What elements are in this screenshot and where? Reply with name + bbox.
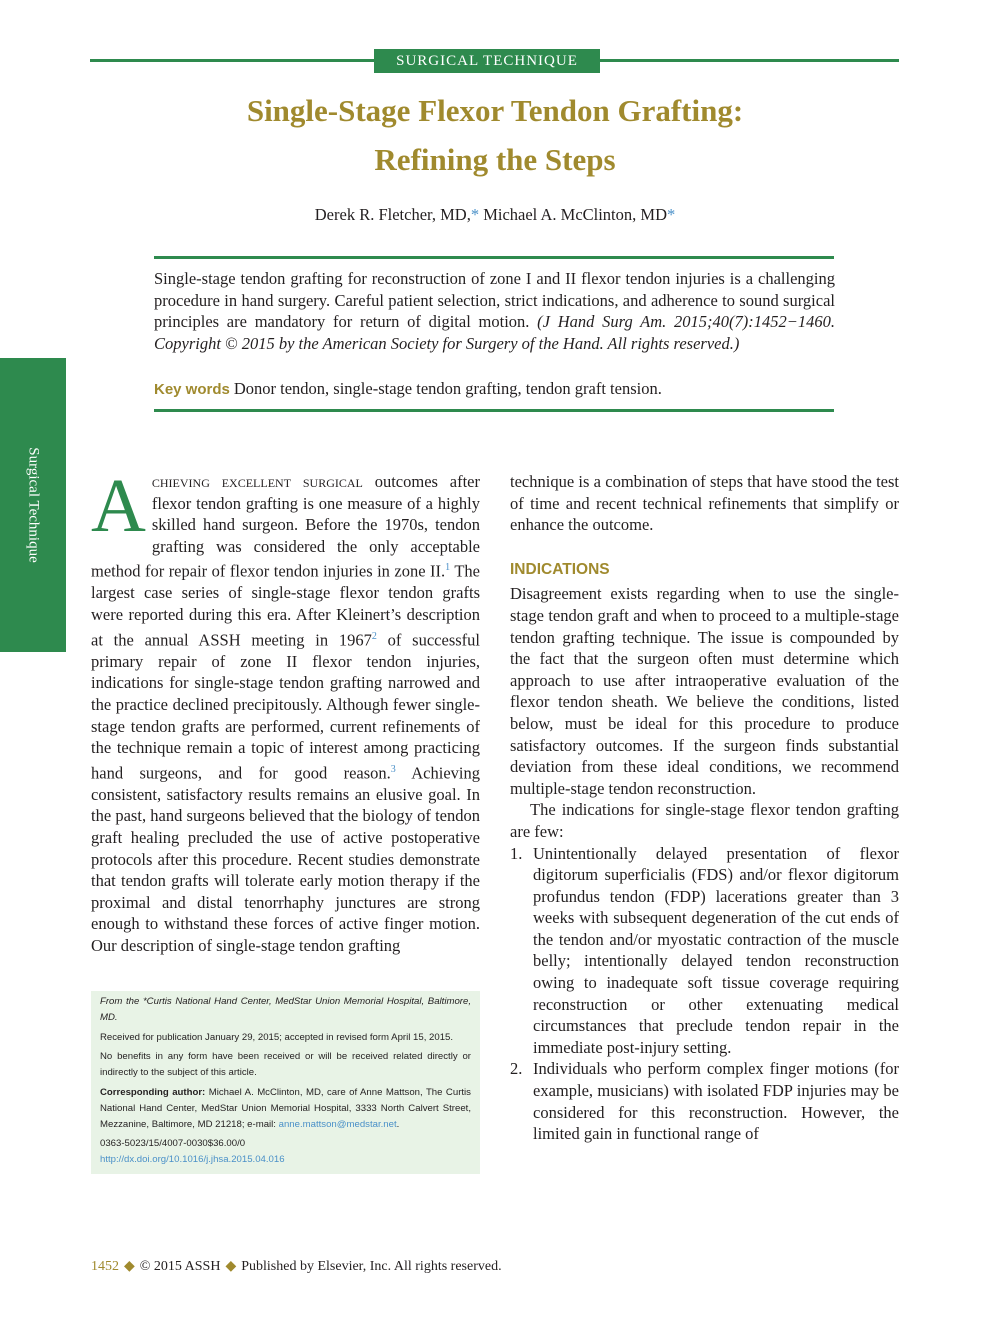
abstract-top-rule <box>154 256 834 259</box>
publisher-note: Published by Elsevier, Inc. All rights reserved. <box>241 1259 502 1274</box>
body-column-right <box>510 471 899 1145</box>
lead-in-smallcaps: chieving excellent surgical <box>151 472 363 491</box>
received-note: Received for publication January 29, 2015; accepted in revised form April 15, 2015. <box>100 1031 454 1043</box>
doi-link[interactable]: http://dx.doi.org/10.1016/j.jhsa.2015.04.016 <box>100 1154 285 1166</box>
paragraph: Disagreement exists regarding when to use the single-stage tendon graft and when to proceed to a multiple-stage tendon grafting technique. The issue is compounded by the fact that the surgeon often must determine which approach to use after intraoperative evaluation of the flexor tendon sheath. We believe the conditions, listed below, must be ideal for this procedure to produce satisfactory outcomes. If the surgeon finds substantial deviation from these ideal conditions, we recommend multiple-stage tendon reconstruction. <box>510 584 899 798</box>
keywords <box>154 378 835 401</box>
list-item <box>510 1058 899 1144</box>
list-item-text: Individuals who perform complex finger motions (for example, musicians) with isolated FDP injuries may be considered for this reconstruction. However, the limited gain in functional range of <box>533 1059 899 1144</box>
reference-link[interactable]: 3 <box>390 763 396 775</box>
affiliation-note: From the *Curtis National Hand Center, MedStar Union Memorial Hospital, Baltimore, MD. <box>100 996 471 1023</box>
list-number: 2. <box>510 1059 523 1079</box>
affiliation-mark[interactable]: * <box>666 205 676 224</box>
diamond-separator-icon: ◆ <box>225 1259 237 1274</box>
abstract-citation: (J Hand Surg Am. 2015;40(7):1452−1460. Copyright © 2015 by the American Society for Surgery of the Hand. All rights reserved.) <box>154 312 835 353</box>
indications-list <box>510 843 899 1145</box>
article-footnote-box <box>91 991 480 1174</box>
author-mcclinton: Michael A. McClinton, MD <box>483 205 667 224</box>
author-fletcher: Derek R. Fletcher, MD, <box>314 205 471 224</box>
corresponding-author-note <box>100 1085 471 1132</box>
paragraph-text: The largest case series of single-stage flexor tendon grafts were reported during this era. After Kleinert’s description at the annual ASSH meeting in 1967 <box>91 561 480 650</box>
punctuation: . <box>396 1118 400 1130</box>
drop-cap: A <box>91 464 146 548</box>
paragraph-text: of successful primary repair of zone II flexor tendon injuries, indications for single-stage tendon grafting narrowed and the practice declined precipitously. Although fewer single-stage tendon grafts are performed, current refinements of the technique remain a topic of interest among practicing hand surgeons, and for good reason. <box>91 630 480 783</box>
abstract-text: Single-stage tendon grafting for reconstruction of zone I and II flexor tendon injuries is a challenging procedure in hand surgery. Careful patient selection, strict indications, and adherence to sound surgical principles are mandatory for return of digital motion. <box>154 269 835 332</box>
list-item-text: Unintentionally delayed presentation of flexor digitorum superficialis (FDS) and/or flexor digitorum profundus tendon (FDP) lacerations greater than 3 weeks with subsequent degeneration of the cut ends of the tendon and/or myostatic contraction of the muscle belly; intentionally delayed tendon reconstruction owing to inadequate soft tissue coverage requiring reconstruction or other extenuating medical circumstances that preclude tendon repair in the immediate post-injury setting. <box>533 843 899 1057</box>
abstract-bottom-rule <box>154 409 834 412</box>
section-heading-indications: INDICATIONS <box>510 560 610 578</box>
reference-link[interactable]: 1 <box>445 562 451 574</box>
identifiers <box>100 1136 471 1168</box>
abstract <box>154 268 835 354</box>
article-title-line1: Single-Stage Flexor Tendon Grafting: <box>246 93 744 128</box>
paragraph-text: outcomes after flexor tendon grafting is one measure of a highly skilled hand surgeon. Before the 1970s, tendon grafting was considered the only acceptable method for repair of flexor tendon injuries in zone II. <box>91 472 480 581</box>
issn: 0363-5023/15/4007-0030$36.00/0 <box>100 1138 246 1150</box>
page-number: 1452 <box>91 1259 119 1274</box>
section-label: SURGICAL TECHNIQUE <box>374 49 600 73</box>
paragraph-text: Achieving consistent, satisfactory results remains an elusive goal. In the past, hand surgeons believed that the biology of tendon graft healing precluded the use of active postoperative protocols after this procedure. Recent studies demonstrate that tendon grafts will tolerate early motion therapy if the proximal and distal tenorrhaphy junctures are strong enough to withstand these forces of active finger motion. Our description of single-stage tendon grafting <box>91 763 480 955</box>
copyright: © 2015 ASSH <box>139 1259 221 1274</box>
keywords-label: Key words <box>154 381 230 398</box>
body-column-left <box>91 464 480 957</box>
diamond-separator-icon: ◆ <box>124 1259 135 1274</box>
list-number: 1. <box>510 843 523 863</box>
paragraph-continued: technique is a combination of steps that have stood the test of time and recent technical refinements that simplify or enhance the outcome. <box>510 472 899 535</box>
benefits-note: No benefits in any form have been received or will be received related directly or indirectly to the subject of this article. <box>100 1051 471 1079</box>
paragraph: The indications for single-stage flexor tendon grafting are few: <box>510 800 899 841</box>
affiliation-mark[interactable]: * <box>470 205 480 224</box>
article-title-line2: Refining the Steps <box>374 142 616 177</box>
keywords-text: Donor tendon, single-stage tendon grafting, tendon graft tension. <box>233 379 662 398</box>
corresponding-author-text: Michael A. McClinton, MD, care of Anne Mattson, The Curtis National Hand Center, MedStar Union Memorial Hospital, 3333 North Calvert Street, Mezzanine, Baltimore, MD 21218; e-mail: <box>100 1086 471 1130</box>
side-tab-label: Surgical Technique <box>25 447 42 563</box>
page-footer <box>91 1258 502 1275</box>
reference-link[interactable]: 2 <box>371 630 377 642</box>
email-link[interactable]: anne.mattson@medstar.net <box>278 1118 397 1130</box>
author-list <box>90 205 900 225</box>
list-item <box>510 843 899 1059</box>
corresponding-author-label: Corresponding author: <box>100 1086 206 1098</box>
side-section-tab <box>0 358 66 652</box>
